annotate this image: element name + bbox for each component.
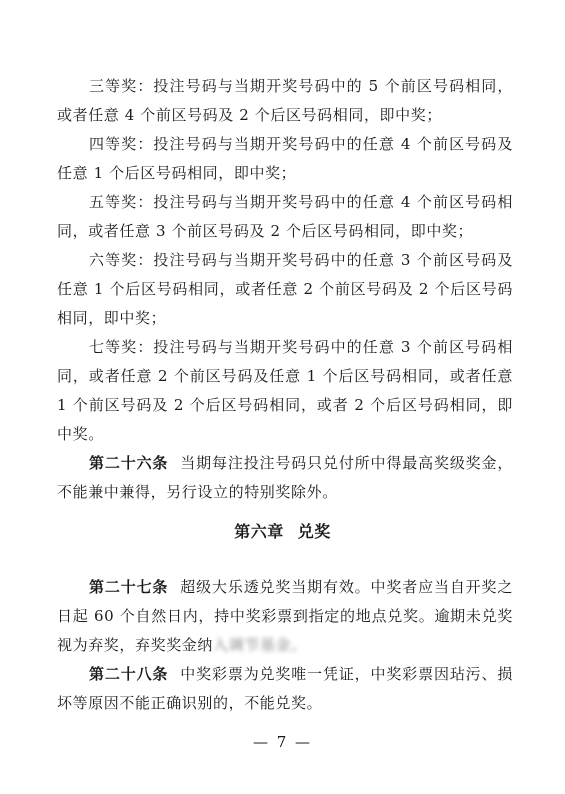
article-28-text: 中奖彩票为兑奖唯一凭证，中奖彩票因玷污、损坏等原因不能正确识别的，不能兑奖。 [57, 665, 513, 712]
prize-fifth: 五等奖：投注号码与当期开奖号码中的任意 4 个前区号码相同，或者任意 3 个前区号码及 2 个后区号码相同，即中奖； [57, 193, 513, 240]
article-27 [57, 573, 513, 660]
article-27-text: 超级大乐透兑奖当期有效。中奖者应当自开奖之日起 60 个自然日内，持中奖彩票到指定的地点兑奖。逾期未兑奖视为弃奖，弃奖奖金纳 [57, 578, 513, 654]
prize-third: 三等奖：投注号码与当期开奖号码中的 5 个前区号码相同，或者任意 4 个前区号码及 2 个后区号码相同，即中奖； [57, 77, 513, 124]
document-body-lower [57, 573, 513, 718]
article-27-label: 第二十七条 [89, 578, 169, 596]
document-body-upper [57, 72, 513, 507]
chapter-heading [0, 519, 565, 542]
prize-sixth: 六等奖：投注号码与当期开奖号码中的任意 3 个前区号码及任意 1 个后区号码相同，或者任意 2 个前区号码及 2 个后区号码相同，即中奖； [57, 251, 513, 327]
article-28 [57, 660, 513, 718]
article-26 [57, 449, 513, 507]
article-26-text: 当期每注投注号码只兑付所中得最高奖级奖金，不能兼中兼得，另行设立的特别奖除外。 [57, 454, 513, 501]
article-27-blurred-tail: 入调节基金。 [213, 636, 307, 654]
chapter-number: 第六章 [234, 522, 284, 541]
article-26-label: 第二十六条 [89, 454, 169, 472]
page-number: — 7 — [252, 733, 313, 751]
prize-seventh: 七等奖：投注号码与当期开奖号码中的任意 3 个前区号码相同，或者任意 2 个前区号码及任意 1 个后区号码相同，或者任意 1 个前区号码及 2 个后区号码相同，或者 2 个后区号码相同，即中奖。 [57, 338, 513, 443]
article-28-label: 第二十八条 [89, 665, 169, 683]
chapter-title: 兑奖 [297, 522, 331, 541]
prize-fourth: 四等奖：投注号码与当期开奖号码中的任意 4 个前区号码及任意 1 个后区号码相同，即中奖； [57, 135, 513, 182]
